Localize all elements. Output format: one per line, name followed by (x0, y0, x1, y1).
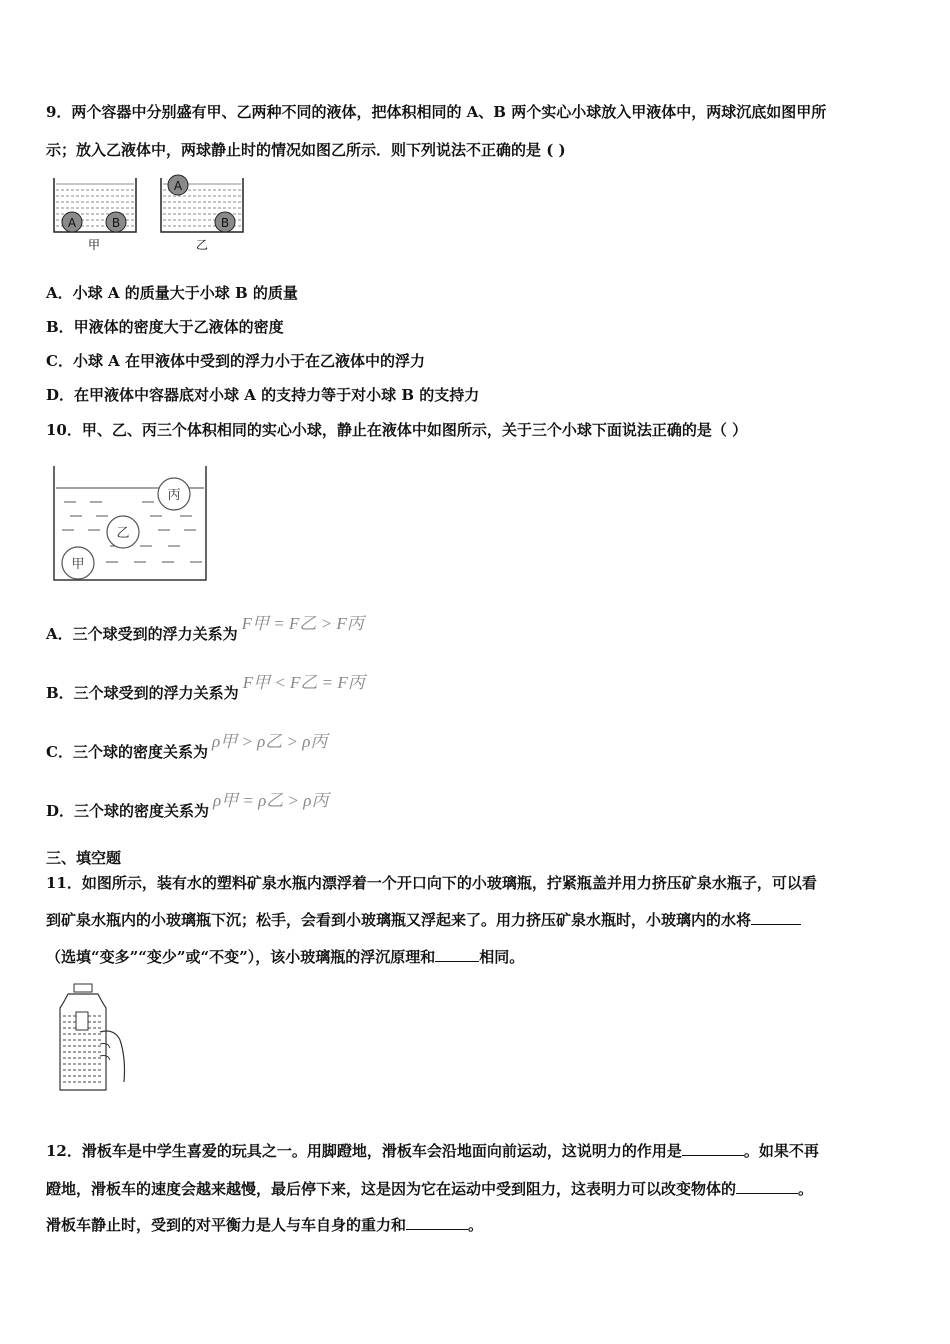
q10-option-c (46, 732, 328, 762)
q11-blank-2[interactable] (435, 947, 479, 962)
q12-stem-line2 (46, 1179, 813, 1199)
q10-option-b-formula: F甲 < F乙 = F丙 (242, 673, 365, 692)
ball-b-yi-label: B (220, 216, 230, 230)
q12-stem-line1 (46, 1141, 819, 1161)
ball-yi-label: 乙 (116, 526, 130, 541)
q10-option-b (46, 673, 365, 703)
q12-line1-part2: 。如果不再 (743, 1142, 819, 1160)
q12-line3-part2: 。 (468, 1216, 484, 1234)
container-yi (161, 175, 243, 252)
q10-figure (50, 462, 212, 586)
q9-option-a: A．小球 A 的质量大于小球 B 的质量 (46, 284, 298, 302)
q10-option-c-formula: ρ甲 > ρ乙 > ρ丙 (211, 732, 328, 751)
q9-option-d: D．在甲液体中容器底对小球 A 的支持力等于对小球 B 的支持力 (46, 386, 480, 404)
q10-option-d-formula: ρ甲 = ρ乙 > ρ丙 (213, 791, 329, 810)
q11-line3-part2: 相同。 (479, 948, 525, 966)
q12-line3-part1: 滑板车静止时，受到的对平衡力是人与车自身的重力和 (46, 1216, 407, 1234)
q10-stem: 10．甲、乙、丙三个体积相同的实心小球，静止在液体中如图所示，关于三个小球下面说法正确的是（ ） (46, 421, 748, 439)
ball-a-yi-label: A (173, 179, 183, 193)
ball-jia-label: 甲 (71, 557, 85, 572)
q12-blank-3[interactable] (406, 1215, 468, 1230)
q10-option-c-text: C．三个球的密度关系为 (46, 743, 208, 761)
q9-stem-line2: 示；放入乙液体中，两球静止时的情况如图乙所示．则下列说法不正确的是 ( ) (46, 141, 566, 159)
q10-option-b-text: B．三个球受到的浮力关系为 (46, 684, 239, 702)
ball-a-jia-label: A (67, 216, 77, 230)
q11-bottle-figure (54, 982, 134, 1094)
q12-line2-part1: 蹬地，滑板车的速度会越来越慢，最后停下来，这是因为它在运动中受到阻力，这表明力可以改变物体的 (46, 1180, 737, 1198)
q10-option-a-formula: F甲 = F乙 > F丙 (241, 614, 364, 633)
q9-option-b: B．甲液体的密度大于乙液体的密度 (46, 318, 284, 336)
q12-blank-1[interactable] (682, 1141, 744, 1156)
q11-line2-text: 到矿泉水瓶内的小玻璃瓶下沉；松手，会看到小玻璃瓶又浮起来了。用力挤压矿泉水瓶时，小玻璃内的水将 (46, 911, 752, 929)
q9-stem-line1: 9．两个容器中分别盛有甲、乙两种不同的液体，把体积相同的 A、B 两个实心小球放入甲液体中，两球沉底如图甲所 (46, 103, 827, 121)
q12-line2-part2: 。 (798, 1180, 814, 1198)
q11-stem-line3 (46, 947, 524, 967)
ball-bing-label: 丙 (167, 488, 181, 503)
q9-option-c: C．小球 A 在甲液体中受到的浮力小于在乙液体中的浮力 (46, 352, 426, 370)
container-jia (54, 178, 136, 252)
q10-option-d (46, 791, 329, 821)
q10-option-d-text: D．三个球的密度关系为 (46, 802, 210, 820)
label-yi: 乙 (195, 238, 209, 252)
q11-stem-line1: 11．如图所示，装有水的塑料矿泉水瓶内漂浮着一个开口向下的小玻璃瓶，拧紧瓶盖并用力挤压矿泉水瓶子，可以看 (46, 874, 817, 892)
q9-figure (48, 172, 253, 254)
q11-line3-part1: （选填“变多”“变少”或“不变”），该小玻璃瓶的浮沉原理和 (46, 948, 436, 966)
label-jia: 甲 (87, 238, 101, 252)
q12-line1-part1: 12．滑板车是中学生喜爱的玩具之一。用脚蹬地，滑板车会沿地面向前运动，这说明力的作用是 (46, 1142, 682, 1160)
q12-blank-2[interactable] (736, 1179, 798, 1194)
q11-stem-line2 (46, 910, 801, 930)
q10-option-a (46, 614, 364, 644)
ball-b-jia-label: B (111, 216, 121, 230)
q10-option-a-text: A．三个球受到的浮力关系为 (46, 625, 238, 643)
q11-blank-1[interactable] (751, 910, 801, 925)
section-title: 三、填空题 (46, 849, 122, 867)
q12-stem-line3 (46, 1215, 483, 1235)
